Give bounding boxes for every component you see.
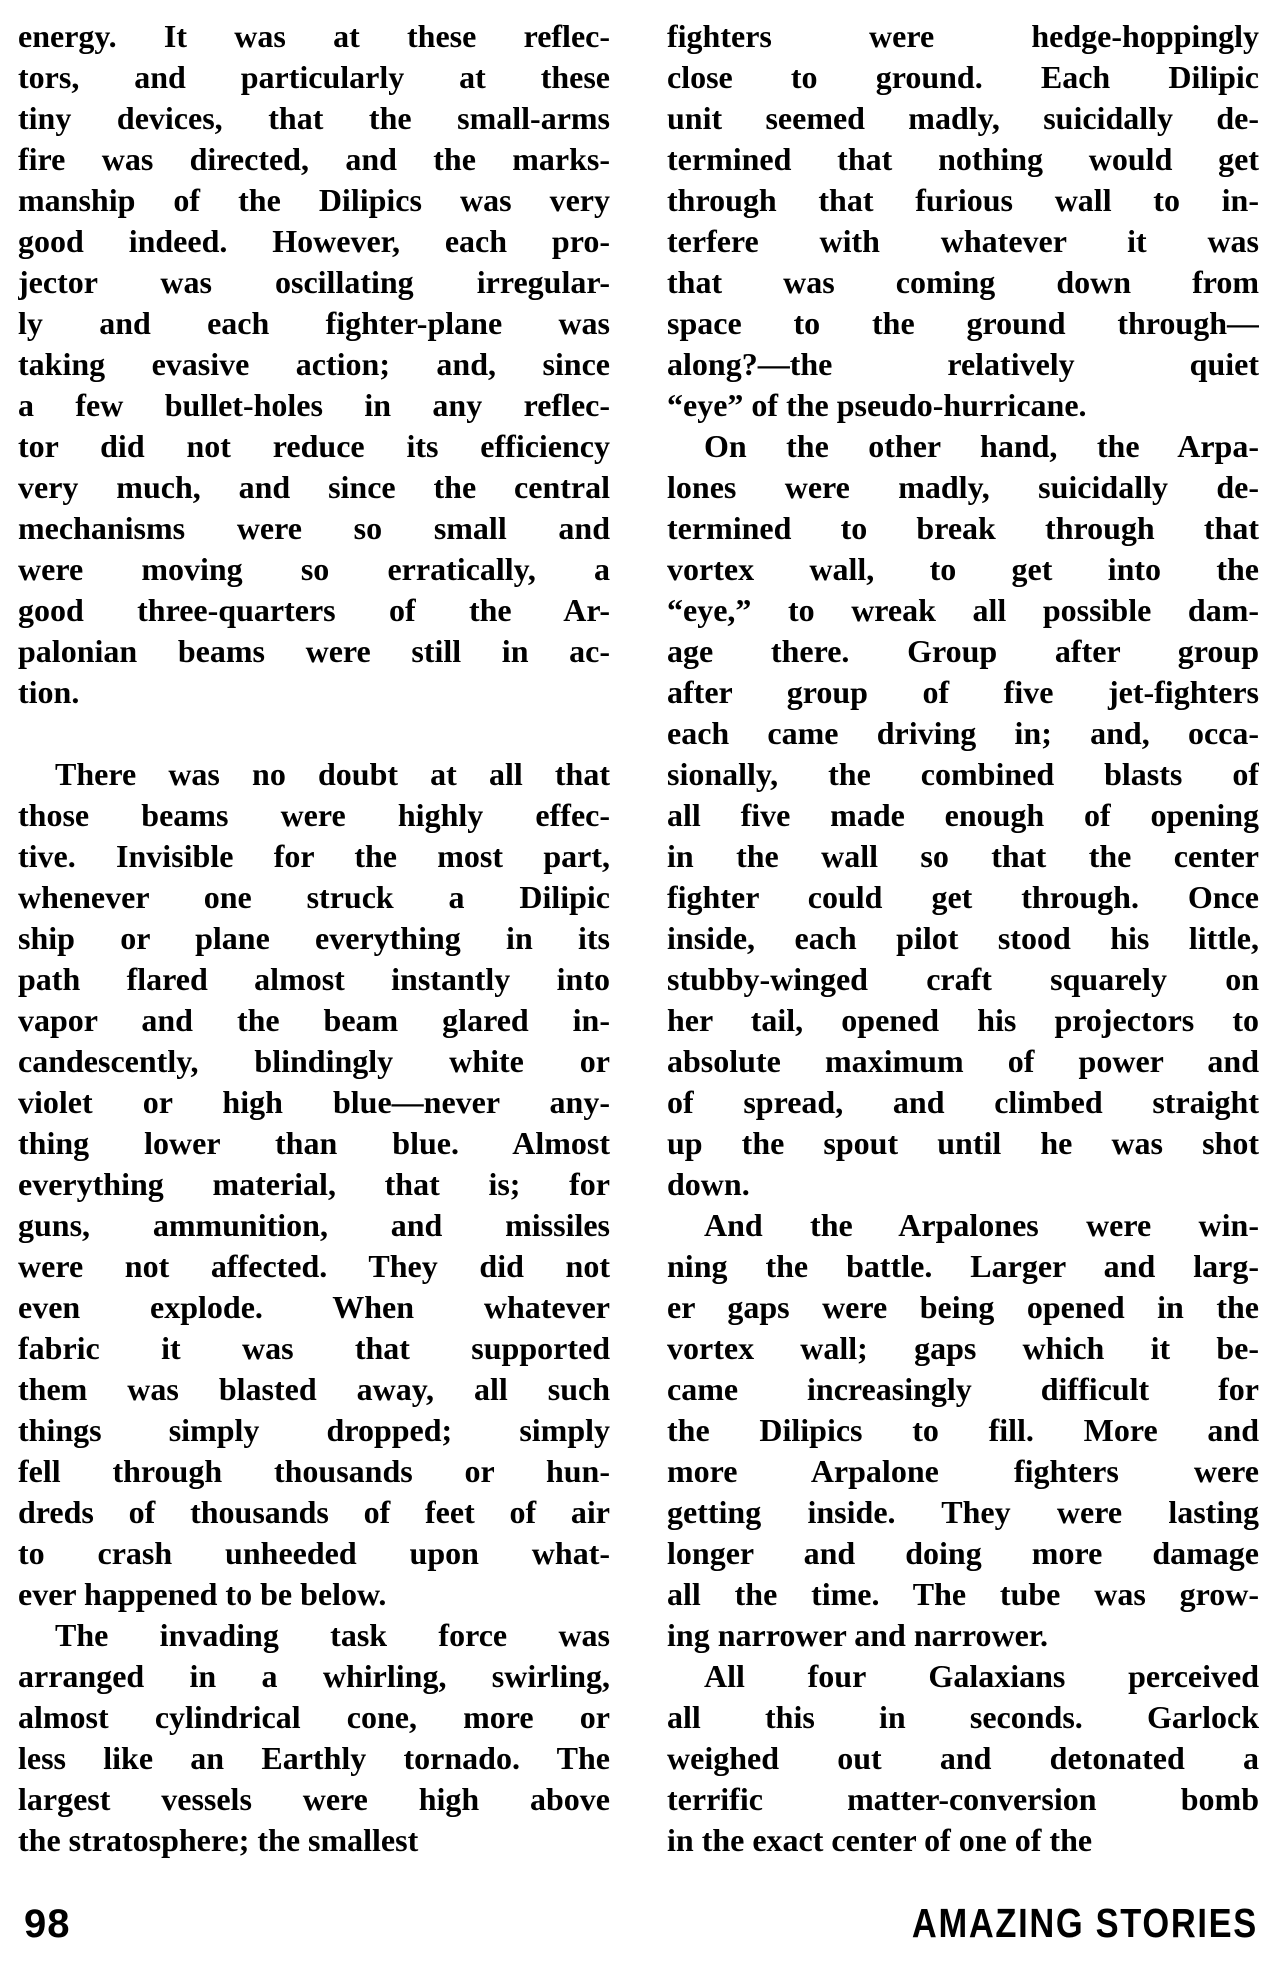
text-line: a few bullet-holes in any reflec-: [18, 387, 610, 423]
text-line: candescently, blindingly white or: [18, 1043, 610, 1079]
text-line: largest vessels were high above: [18, 1781, 610, 1817]
paragraph: [667, 426, 1259, 1205]
text-line: On the other hand, the Arpa-: [704, 428, 1259, 464]
text-line: energy. It was at these reflec-: [18, 18, 610, 54]
text-line: very much, and since the central: [18, 469, 610, 505]
text-line: All four Galaxians perceived: [704, 1658, 1259, 1694]
text-line: violet or high blue—never any-: [18, 1084, 610, 1120]
text-line: longer and doing more damage: [667, 1535, 1259, 1571]
text-line: tion.: [18, 674, 80, 710]
text-line: the stratosphere; the smallest: [18, 1822, 419, 1858]
text-line: everything material, that is; for: [18, 1166, 610, 1202]
text-line: vortex wall, to get into the: [667, 551, 1259, 587]
text-line: all this in seconds. Garlock: [667, 1699, 1259, 1735]
text-line: even explode. When whatever: [18, 1289, 610, 1325]
text-line: And the Arpalones were win-: [704, 1207, 1259, 1243]
text-line: were moving so erratically, a: [18, 551, 610, 587]
text-line: path flared almost instantly into: [18, 961, 610, 997]
text-line: terrific matter-conversion bomb: [667, 1781, 1259, 1817]
text-line: in the wall so that the center: [667, 838, 1259, 874]
text-line: fighter could get through. Once: [667, 879, 1259, 915]
text-line: There was no doubt at all that: [55, 756, 610, 792]
footer: [0, 1900, 1281, 1946]
text-line: tor did not reduce its efficiency: [18, 428, 610, 464]
text-line: all five made enough of opening: [667, 797, 1259, 833]
text-line: arranged in a whirling, swirling,: [18, 1658, 610, 1694]
text-line: unit seemed madly, suicidally de-: [667, 100, 1259, 136]
text-line: all the time. The tube was grow-: [667, 1576, 1259, 1612]
text-line: “eye,” to wreak all possible dam-: [667, 592, 1259, 628]
text-line: ever happened to be below.: [18, 1576, 387, 1612]
text-line: of spread, and climbed straight: [667, 1084, 1259, 1120]
text-line: tors, and particularly at these: [18, 59, 610, 95]
text-line: termined to break through that: [667, 510, 1259, 546]
text-line: getting inside. They were lasting: [667, 1494, 1259, 1530]
text-line: taking evasive action; and, since: [18, 346, 610, 382]
text-line: jector was oscillating irregular-: [18, 264, 610, 300]
text-line: fabric it was that supported: [18, 1330, 610, 1366]
text-line: lones were madly, suicidally de-: [667, 469, 1259, 505]
paragraph: [18, 754, 610, 1615]
text-line: space to the ground through—: [667, 305, 1259, 341]
text-line: down.: [667, 1166, 750, 1202]
text-line: came increasingly difficult for: [667, 1371, 1259, 1407]
text-line: fighters were hedge-hoppingly: [667, 18, 1259, 54]
text-line: The invading task force was: [55, 1617, 610, 1653]
text-line: tive. Invisible for the most part,: [18, 838, 610, 874]
text-line: to crash unheeded upon what-: [18, 1535, 610, 1571]
paragraph: [667, 16, 1259, 426]
text-line: ning the battle. Larger and larg-: [667, 1248, 1259, 1284]
text-line: vortex wall; gaps which it be-: [667, 1330, 1259, 1366]
paragraph: [667, 1205, 1259, 1656]
text-line: guns, ammunition, and missiles: [18, 1207, 610, 1243]
text-line: ing narrower and narrower.: [667, 1617, 1049, 1653]
text-line: each came driving in; and, occa-: [667, 715, 1259, 751]
text-line: good three-quarters of the Ar-: [18, 592, 610, 628]
text-line: good indeed. However, each pro-: [18, 223, 610, 259]
text-line: vapor and the beam glared in-: [18, 1002, 610, 1038]
text-line: tiny devices, that the small-arms: [18, 100, 610, 136]
text-line: those beams were highly effec-: [18, 797, 610, 833]
text-line: almost cylindrical cone, more or: [18, 1699, 610, 1735]
text-line: in the exact center of one of the: [667, 1822, 1093, 1858]
text-line: thing lower than blue. Almost: [18, 1125, 610, 1161]
text-line: ship or plane everything in its: [18, 920, 610, 956]
text-line: things simply dropped; simply: [18, 1412, 610, 1448]
text-line: that was coming down from: [667, 264, 1259, 300]
text-line: along?—the relatively quiet: [667, 346, 1259, 382]
text-line: stubby-winged craft squarely on: [667, 961, 1259, 997]
column-left: [18, 16, 610, 1861]
text-line: age there. Group after group: [667, 633, 1259, 669]
text-line: her tail, opened his projectors to: [667, 1002, 1259, 1038]
text-line: er gaps were being opened in the: [667, 1289, 1259, 1325]
text-line: weighed out and detonated a: [667, 1740, 1259, 1776]
text-line: whenever one struck a Dilipic: [18, 879, 610, 915]
text-line: terfere with whatever it was: [667, 223, 1259, 259]
text-line: termined that nothing would get: [667, 141, 1259, 177]
text-line: palonian beams were still in ac-: [18, 633, 610, 669]
text-line: close to ground. Each Dilipic: [667, 59, 1259, 95]
paragraph: [18, 1615, 610, 1861]
text-line: them was blasted away, all such: [18, 1371, 610, 1407]
text-line: less like an Earthly tornado. The: [18, 1740, 610, 1776]
text-line: fire was directed, and the marks-: [18, 141, 610, 177]
text-line: dreds of thousands of feet of air: [18, 1494, 610, 1530]
text-line: the Dilipics to fill. More and: [667, 1412, 1259, 1448]
magazine-title: AMAZING STORIES: [911, 1900, 1258, 1946]
paragraph: [18, 16, 610, 713]
text-line: more Arpalone fighters were: [667, 1453, 1259, 1489]
text-line: “eye” of the pseudo-hurricane.: [667, 387, 1087, 423]
text-line: were not affected. They did not: [18, 1248, 610, 1284]
column-right: [667, 16, 1259, 1861]
text-line: after group of five jet-fighters: [667, 674, 1259, 710]
text-line: ly and each fighter-plane was: [18, 305, 610, 341]
text-line: manship of the Dilipics was very: [18, 182, 610, 218]
text-line: up the spout until he was shot: [667, 1125, 1259, 1161]
text-line: sionally, the combined blasts of: [667, 756, 1259, 792]
text-line: inside, each pilot stood his little,: [667, 920, 1259, 956]
text-line: absolute maximum of power and: [667, 1043, 1259, 1079]
text-line: mechanisms were so small and: [18, 510, 610, 546]
text-line: through that furious wall to in-: [667, 182, 1259, 218]
page-number: 98: [24, 1902, 71, 1946]
text-columns: [18, 16, 1259, 1861]
paragraph: [667, 1656, 1259, 1861]
text-line: fell through thousands or hun-: [18, 1453, 610, 1489]
